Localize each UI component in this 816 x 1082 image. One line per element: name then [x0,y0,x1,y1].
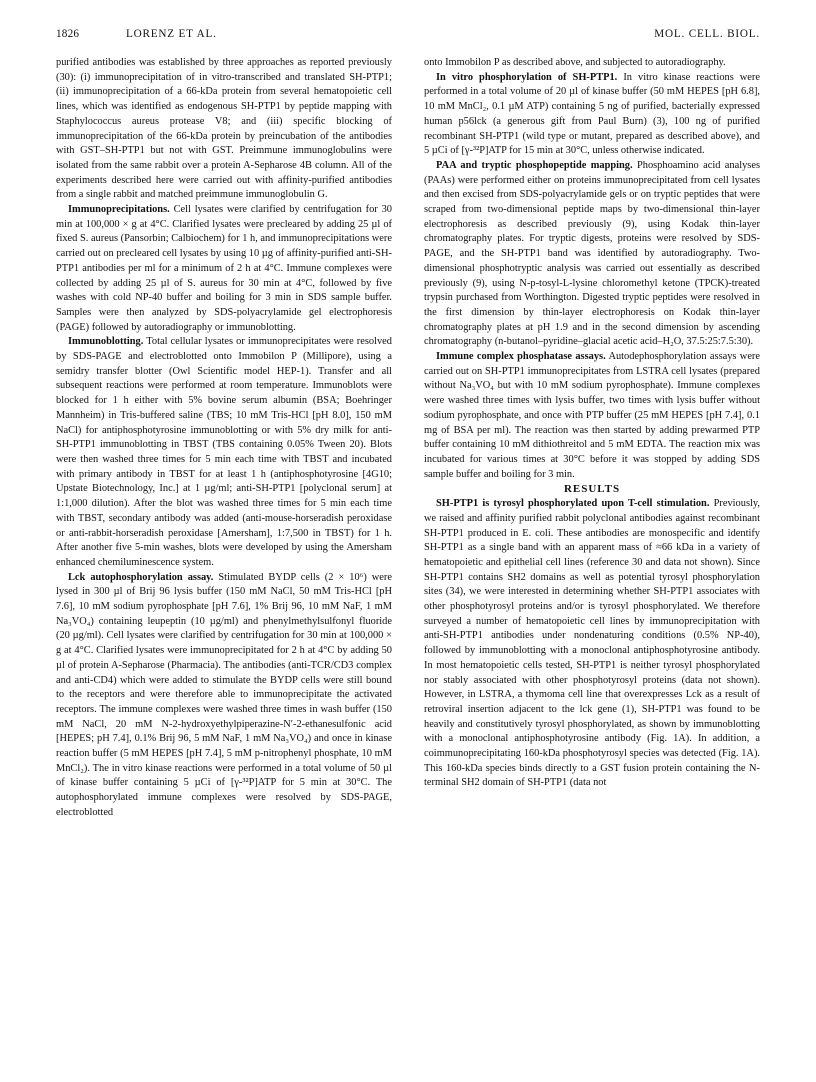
paragraph-lck-assay [56,571,392,821]
paragraph-continuation: onto Immobilon P as described above, and subjected to autoradiography. [424,57,726,68]
heading-phosphatase-assays: Immune complex phosphatase assays. [436,351,606,363]
running-head [56,28,760,44]
right-column [424,56,760,791]
running-head-journal: MOL. CELL. BIOL. [654,28,760,40]
paragraph-immunoprecipitations [56,203,392,335]
paragraph-paa-mapping [424,159,760,350]
heading-results-1: SH-PTP1 is tyrosyl phosphorylated upon T-cell stimulation. [436,498,710,510]
text-phosphatase-assays: Autodephosphorylation assays were carried out on SH-PTP1 immunoprecipitates from LSTRA cell lysates (prepared without Na₃VO₄ but with 10 mM sodium pyrophosphate). Immune complexes were washed three times with lysis buffer, two times with lysis buffer without sodium pyrophosphate, and once with PTP buffer (25 mM HEPES [pH 7.4], 0.1 mg of BSA per ml). The reaction was then started by adding prewarmed PTP buffer containing 10 mM dithiothreitol and 5 mM EDTA. The reaction mix was incubated for various times at 30°C before it was stopped by adding SDS sample buffer and boiling for 3 min. [424,351,760,480]
text-immunoprecipitations: Cell lysates were clarified by centrifugation for 30 min at 100,000 × g at 4°C. Clarified lysates were precleared by adding 25 µl of fixed S. aureus (Pansorbin; Calbiochem) for 1 h, and immunoprecipitations were carried out on precleared cell lysates by using 10 µg of affinity-purified anti-SH-PTP1 antibodies per ml for a minimum of 2 h at 4°C. Immune complexes were collected by adding 25 µl of S. aureus for 30 min at 4°C, followed by five washes with cold NP-40 buffer and boiling for 3 min in SDS sample buffer. Samples were then analyzed by SDS-polyacrylamide gel electrophoresis (PAGE) followed by autoradiography or immunoblotting. [56,204,392,333]
heading-immunoprecipitations: Immunoprecipitations. [68,204,170,216]
page-number: 1826 [56,28,80,40]
text-paa-mapping: Phosphoamino acid analyses (PAAs) were performed either on proteins immunoprecipitated from cell lysates and then excised from SDS-polyacrylamide gels or on tryptic peptides that were scraped from two-dimensional peptide maps by two-dimensional thin-layer electrophoresis as described previously (9), using Kodak thin-layer chromatography plates. For tryptic digests, proteins were resolved by SDS-PAGE, and the SH-PTP1 band was identified by autoradiography. Two-dimensional phosphotryptic analysis was carried out essentially as described previously (9), using N-p-tosyl-L-lysine chloromethyl ketone (TPCK)-treated trypsin purchased from Worthington. Digested tryptic peptides were resolved in the first dimension by thin-layer electrophoresis on Kodak thin-layer chromatography plates at pH 1.9 and in the second dimension by ascending chromatography (n-butanol–pyridine–glacial acetic acid–H₂O, 37.5:25:7.5:30). [424,159,760,348]
left-column [56,56,392,821]
heading-paa-mapping: PAA and tryptic phosphopeptide mapping. [436,159,633,171]
results-section-title: RESULTS [563,483,621,496]
paragraph-antibody-validation: purified antibodies was established by three approaches as reported previously (30): (i) immunoprecipitation of in vitro-transcribed and translated SH-PTP1; (ii) immunoprecipitation of a 66-kDa protein from several hematopoietic cell lines, which was identified as endogenous SH-PTP1 by peptide mapping with Staphylococcus aureus protease V8; and (iii) specific blocking of immunoprecipitation of the 66-kDa protein by preincubation of the antibodies with GST–SH-PTP1 but not with GST. Preimmune immunoglobulins were isolated from the same rabbit over a protein A-Sepharose 4B column. All of the experiments described here were carried out with affinity-purified antibodies from a single rabbit and matched preimmune immunoglobulin G. [56,57,392,201]
heading-in-vitro-phosphorylation: In vitro phosphorylation of SH-PTP1. [436,71,618,83]
running-head-authors: LORENZ ET AL. [126,28,217,40]
text-results-1: Previously, we raised and affinity purified rabbit polyclonal antibodies against recombinant SH-PTP1 produced in E. coli. These antibodies are monospecific and identify SH-PTP1 as a single band with an apparent mass of ≈66 kDa in a variety of hematopoietic and epithelial cell lines (reference 30 and data not shown). Since SH-PTP1 contains SH2 domains as well as potential tyrosyl phosphorylation sites (34), we were interested in determining whether SH-PTP1 associates with other phosphotyrosyl proteins and/or is tyrosyl phosphorylated. We therefore surveyed a number of hematopoietic cell lines by immunoprecipitation with anti-SH-PTP1 antibodies under nondenaturing conditions (0.5% NP-40), followed by immunoblotting with a monoclonal antiphosphotyrosine antibody. In most hematopoietic cells tested, SH-PTP1 is neither tyrosyl phosphorylated nor stably associated with other phosphotyrosyl proteins (data not shown). However, in LSTRA, a thymoma cell line that overexpresses Lck as a result of retroviral insertion adjacent to the lck gene (1), SH-PTP1 was found to be heavily and constitutively tyrosyl phosphorylated, as shown by immunoblotting with a monoclonal antiphosphotyrosine antibody (Fig. 1A). In addition, a coimmunoprecipitating 160-kDa phosphotyrosyl species was detected (Fig. 1A). This 160-kDa species binds directly to a GST fusion protein containing the N-terminal SH2 domain of SH-PTP1 (data not [424,498,760,789]
paragraph-results-1 [424,497,760,791]
text-immunoblotting: Total cellular lysates or immunoprecipitates were resolved by SDS-PAGE and electroblotted onto Immobilon P (Millipore), using a semidry transfer blotter (Owl Scientific model HEP-1). Transfer and all subsequent reactions were performed at room temperature. Immunoblots were blocked for 1 h either with 5% bovine serum albumin (BSA; Boehringer Mannheim) in Tris-buffered saline (TBS; 10 mM Tris-HCl [pH 8.0], 150 mM NaCl) for antiphosphotyrosine immunoblotting or with 5% dry milk for anti-SH-PTP1 immunoblotting in TBST (TBS containing 0.05% Tween 20). Blots were then washed three times for 5 min each time with TBST and incubated with primary antibody in TBST for at least 1 h (antiphosphotyrosine [4G10; Upstate Biotechnology, Inc.] at 1 µg/ml; anti-SH-PTP1 [polyclonal serum] at 1:1,000 dilution). After the blot was washed three times for 5 min each time with TBST, secondary antibody was added (anti-mouse-horseradish peroxidase or anti-rabbit-horseradish peroxidase [Amersham], 1:7,500 in TBST) for 1 h. After another five 5-min washes, blots were developed by using the Amersham enhanced chemiluminescence system. [56,336,392,568]
paragraph-immunoblotting [56,335,392,570]
paragraph-phosphatase-assays [424,350,760,482]
text-in-vitro-phosphorylation: In vitro kinase reactions were performed in a total volume of 20 µl of kinase buffer (50 mM HEPES [pH 6.8], 10 mM MnCl₂, 0.1 µM ATP) containing 5 ng of purified, bacterially expressed human p56lck (a generous gift from Paul Burn) (3), 100 ng of purified recombinant SH-PTP1 (wild type or mutant, prepared as described above), and 5 µCi of [γ-³²P]ATP for 15 min at 30°C, unless otherwise indicated. [424,71,760,157]
heading-lck-assay: Lck autophosphorylation assay. [68,571,214,583]
paragraph-in-vitro-phosphorylation [424,71,760,159]
text-lck-assay: Stimulated BYDP cells (2 × 10⁶) were lysed in 300 µl of Brij 96 lysis buffer (150 mM NaCl, 50 mM Tris-HCl [pH 7.6], 10 mM sodium pyrophosphate [pH 7.6], 1% Brij 96, 10 mM NaF, 1 mM Na₃VO₄) containing leupeptin (10 µg/ml) and phenylmethylsulfonyl fluoride (20 µg/ml). Cell lysates were clarified by centrifugation for 30 min at 100,000 × g at 4°C. Clarified lysates were immunoprecipitated for 2 h at 4°C by adding 50 µl of protein A-Sepharose (Pharmacia). The antibodies (anti-TCR/CD3 complex and anti-CD4) which were added to stimulate the BYDP cells were still bound to the receptors and were therefore able to immunoprecipitate the activated receptors. The immune complexes were washed three times in wash buffer (150 mM NaCl, 20 mM N-2-hydroxyethylpiperazine-N′-2-ethanesulfonic acid [HEPES; pH 7.4], 0.1% Brij 96, 5 mM NaF, 1 mM Na₃VO₄) and once in kinase reaction buffer (5 mM HEPES [pH 7.4], 5 mM p-nitrophenyl phosphate, 10 mM MnCl₂). The in vitro kinase reactions were performed in a total volume of 50 µl of kinase buffer containing 5 µCi of [γ-³²P]ATP for 5 min at 30°C. The autophosphorylated immune complexes were resolved by SDS-PAGE, electroblotted [56,571,392,818]
heading-immunoblotting: Immunoblotting. [68,336,144,348]
